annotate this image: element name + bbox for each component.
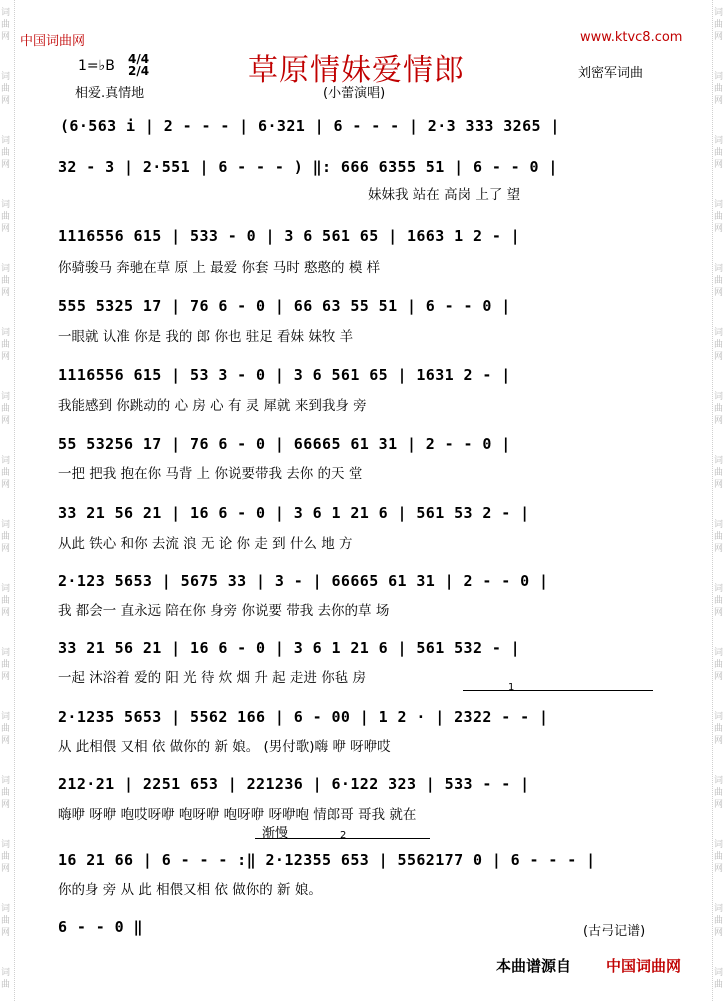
watermark-char: 曲 — [714, 660, 724, 670]
watermark-char: 网 — [1, 160, 11, 170]
watermark-char: 网 — [1, 736, 11, 746]
watermark-strip-right — [712, 0, 727, 1001]
watermark-char: 曲 — [714, 788, 724, 798]
watermark-char: 词 — [1, 136, 11, 146]
watermark-char: 网 — [714, 864, 724, 874]
lyrics-row-10: 从 此相偎 又相 依 做你的 新 娘。 (男付歌)嗨 咿 呀咿哎 — [58, 739, 391, 755]
watermark-char: 曲 — [1, 276, 11, 286]
watermark-char: 词 — [1, 840, 11, 850]
watermark-char: 网 — [714, 608, 724, 618]
lyrics-row-7: 从此 铁心 和你 去流 浪 无 论 你 走 到 什么 地 方 — [58, 536, 353, 552]
score-notes-row-5: 1116556 615 | 53 3 - 0 | 3 6 561 65 | 1631 2 - | — [58, 366, 511, 384]
watermark-strip-left — [0, 0, 15, 1001]
score-notes-row-3: 1116556 615 | 533 - 0 | 3 6 561 65 | 1663 1 2 - | — [58, 227, 521, 245]
watermark-char: 曲 — [714, 468, 724, 478]
watermark-char: 曲 — [714, 916, 724, 926]
time-signature: 4/4 2/4 — [128, 52, 150, 78]
watermark-char: 曲 — [1, 852, 11, 862]
watermark-char: 曲 — [1, 724, 11, 734]
score-notes-row-2: 32 - 3 | 2·551 | 6 - - - ) ‖: 666 6355 51 | 6 - - 0 | — [58, 158, 558, 176]
watermark-char: 网 — [714, 736, 724, 746]
watermark-char: 词 — [714, 840, 724, 850]
watermark-char: 网 — [1, 800, 11, 810]
watermark-char: 词 — [714, 968, 724, 978]
notation-source: (古弓记谱) — [583, 924, 646, 939]
watermark-char: 网 — [1, 224, 11, 234]
singer: (小蕾演唱) — [323, 86, 386, 101]
watermark-char: 词 — [1, 392, 11, 402]
watermark-char: 词 — [714, 328, 724, 338]
watermark-char: 词 — [1, 904, 11, 914]
volta-1-label: 1 — [508, 682, 515, 693]
volta-2-label: 2 — [340, 830, 347, 841]
lyrics-row-4: 一眼就 认准 你是 我的 郎 你也 驻足 看妹 妹牧 羊 — [58, 329, 354, 345]
watermark-char: 词 — [1, 776, 11, 786]
watermark-char: 词 — [714, 264, 724, 274]
watermark-char: 曲 — [1, 596, 11, 606]
watermark-char: 网 — [714, 480, 724, 490]
watermark-char: 网 — [1, 672, 11, 682]
watermark-char: 网 — [1, 928, 11, 938]
watermark-char: 网 — [1, 608, 11, 618]
watermark-char: 曲 — [714, 980, 724, 990]
song-title: 草原情妹爱情郎 — [248, 53, 465, 88]
watermark-char: 网 — [714, 416, 724, 426]
watermark-char: 词 — [714, 712, 724, 722]
tempo-mood: 相爱.真情地 — [75, 86, 145, 101]
watermark-char: 网 — [1, 32, 11, 42]
watermark-char: 曲 — [1, 212, 11, 222]
watermark-char: 词 — [714, 584, 724, 594]
watermark-char: 曲 — [1, 84, 11, 94]
watermark-char: 词 — [714, 72, 724, 82]
site-name-top-left[interactable]: 中国词曲网 — [20, 34, 86, 49]
score-notes-row-1: (6·563 i | 2 - - - | 6·321 | 6 - - - | 2·3 333 3265 | — [60, 117, 560, 135]
watermark-char: 曲 — [1, 340, 11, 350]
watermark-char: 网 — [714, 800, 724, 810]
site-url-top-right[interactable]: www.ktvc8.com — [580, 30, 683, 45]
lyrics-row-5: 我能感到 你跳动的 心 房 心 有 灵 犀就 来到我身 旁 — [58, 398, 367, 414]
lyrics-row-12: 你的身 旁 从 此 相偎又相 依 做你的 新 娘。 — [58, 882, 322, 898]
watermark-char: 曲 — [1, 916, 11, 926]
watermark-char: 网 — [714, 928, 724, 938]
watermark-char: 网 — [1, 96, 11, 106]
lyrics-row-8: 我 都会一 直永远 陪在你 身旁 你说要 带我 去你的草 场 — [58, 603, 390, 619]
watermark-char: 词 — [714, 392, 724, 402]
watermark-char: 网 — [1, 544, 11, 554]
watermark-char: 曲 — [1, 980, 11, 990]
watermark-char: 曲 — [714, 340, 724, 350]
watermark-char: 网 — [714, 544, 724, 554]
footer-site-link[interactable]: 中国词曲网 — [606, 957, 682, 975]
score-notes-row-9: 33 21 56 21 | 16 6 - 0 | 3 6 1 21 6 | 561 532 - | — [58, 639, 521, 657]
watermark-char: 曲 — [1, 404, 11, 414]
watermark-char: 词 — [714, 776, 724, 786]
watermark-char: 词 — [1, 8, 11, 18]
watermark-char: 网 — [714, 160, 724, 170]
watermark-char: 曲 — [714, 724, 724, 734]
watermark-char: 词 — [714, 520, 724, 530]
watermark-char: 词 — [714, 456, 724, 466]
credits: 刘密军词曲 — [578, 66, 644, 81]
watermark-char: 网 — [714, 352, 724, 362]
score-notes-row-7: 33 21 56 21 | 16 6 - 0 | 3 6 1 21 6 | 561 53 2 - | — [58, 504, 530, 522]
watermark-char: 词 — [1, 584, 11, 594]
watermark-char: 词 — [714, 136, 724, 146]
watermark-char: 词 — [714, 648, 724, 658]
score-notes-row-11: 212·21 | 2251 653 | 221236 | 6·122 323 | 533 - - | — [58, 775, 530, 793]
lyrics-row-2: 妹妹我 站在 高岗 上了 望 — [368, 187, 521, 203]
watermark-char: 词 — [714, 904, 724, 914]
watermark-char: 网 — [714, 96, 724, 106]
watermark-char: 网 — [714, 32, 724, 42]
lyrics-row-9: 一起 沐浴着 爱的 阳 光 待 炊 烟 升 起 走进 你毡 房 — [58, 670, 366, 686]
watermark-char: 词 — [1, 200, 11, 210]
watermark-char: 曲 — [1, 468, 11, 478]
watermark-char: 曲 — [1, 660, 11, 670]
volta-1-bracket — [463, 690, 653, 691]
watermark-char: 词 — [1, 264, 11, 274]
watermark-char: 曲 — [1, 532, 11, 542]
watermark-char: 词 — [1, 456, 11, 466]
watermark-char: 曲 — [714, 596, 724, 606]
score-notes-row-10: 2·1235 5653 | 5562 166 | 6 - 00 | 1 2 · | 2322 - - | — [58, 708, 549, 726]
watermark-char: 网 — [714, 672, 724, 682]
watermark-char: 网 — [714, 224, 724, 234]
score-notes-row-8: 2·123 5653 | 5675 33 | 3 - | 66665 61 31 | 2 - - 0 | — [58, 572, 549, 590]
watermark-char: 词 — [1, 520, 11, 530]
watermark-char: 曲 — [714, 852, 724, 862]
watermark-char: 词 — [714, 8, 724, 18]
watermark-char: 曲 — [1, 788, 11, 798]
watermark-char: 词 — [1, 712, 11, 722]
lyrics-row-3: 你骑骏马 奔驰在草 原 上 最爱 你套 马时 憨憨的 模 样 — [58, 260, 381, 276]
watermark-char: 曲 — [714, 276, 724, 286]
watermark-char: 曲 — [714, 148, 724, 158]
watermark-char: 网 — [1, 352, 11, 362]
watermark-char: 网 — [1, 480, 11, 490]
watermark-char: 词 — [1, 328, 11, 338]
watermark-char: 网 — [1, 416, 11, 426]
watermark-char: 曲 — [714, 84, 724, 94]
score-notes-row-12: 16 21 66 | 6 - - - :‖ 2·12355 653 | 5562177 0 | 6 - - - | — [58, 851, 596, 869]
watermark-char: 网 — [1, 288, 11, 298]
watermark-char: 曲 — [1, 20, 11, 30]
watermark-char: 网 — [1, 864, 11, 874]
watermark-char: 词 — [1, 968, 11, 978]
watermark-char: 网 — [714, 288, 724, 298]
watermark-char: 词 — [1, 648, 11, 658]
score-notes-row-4: 555 5325 17 | 76 6 - 0 | 66 63 55 51 | 6 - - 0 | — [58, 297, 511, 315]
footer-source-text: 本曲谱源自 — [496, 957, 572, 975]
watermark-char: 曲 — [714, 20, 724, 30]
watermark-char: 曲 — [714, 532, 724, 542]
score-notes-row-13: 6 - - 0 ‖ — [58, 918, 143, 936]
watermark-char: 词 — [1, 72, 11, 82]
score-notes-row-6: 55 53256 17 | 76 6 - 0 | 66665 61 31 | 2 - - 0 | — [58, 435, 511, 453]
tempo-slowdown: 渐慢 — [262, 826, 289, 841]
lyrics-row-11: 嗨咿 呀咿 咆哎呀咿 咆呀咿 咆呀咿 呀咿咆 情郎哥 哥我 就在 — [58, 807, 417, 823]
watermark-char: 曲 — [1, 148, 11, 158]
watermark-char: 曲 — [714, 404, 724, 414]
lyrics-row-6: 一把 把我 抱在你 马背 上 你说要带我 去你 的天 堂 — [58, 466, 363, 482]
watermark-char: 词 — [714, 200, 724, 210]
watermark-char: 曲 — [714, 212, 724, 222]
key-signature: 1=♭B — [78, 58, 115, 74]
